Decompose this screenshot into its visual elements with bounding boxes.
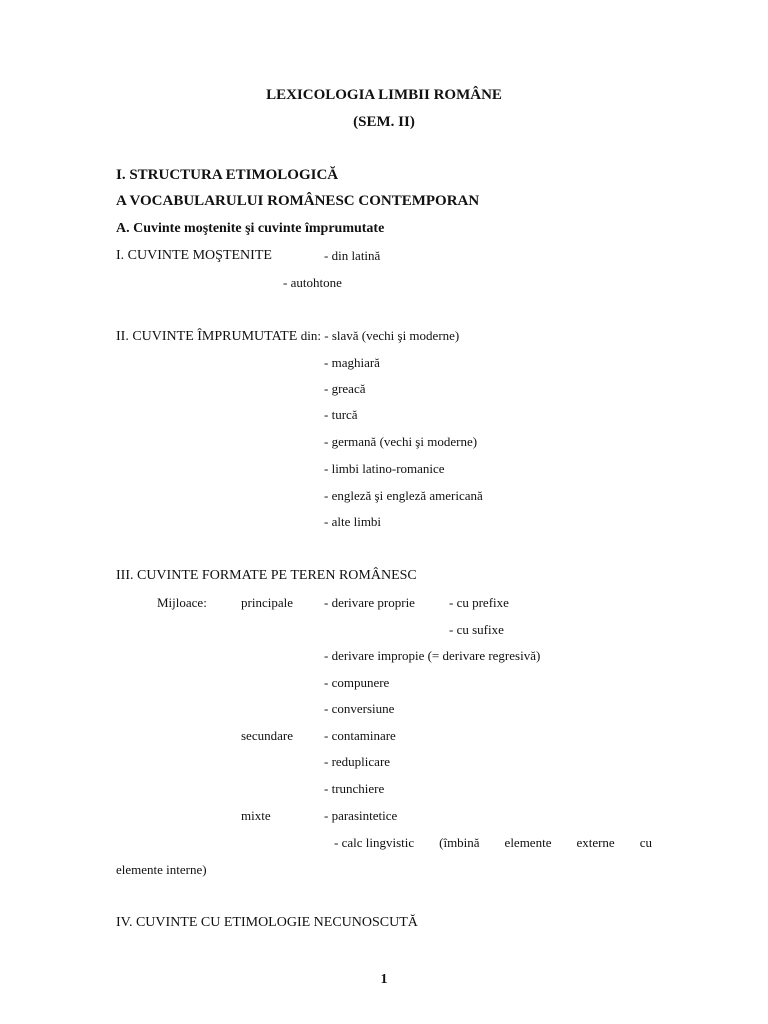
calc-word: - calc lingvistic xyxy=(334,835,415,850)
section-2-title: II. CUVINTE ÎMPRUMUTATE xyxy=(116,329,298,344)
list-item: - greacă xyxy=(324,381,366,396)
secundare-label: secundare xyxy=(241,728,293,743)
calc-word: elemente xyxy=(504,835,552,850)
section-4-label: IV. CUVINTE CU ETIMOLOGIE NECUNOSCUTĂ xyxy=(116,915,418,930)
list-item: - autohtone xyxy=(283,275,342,290)
list-item: - maghiară xyxy=(324,355,380,370)
list-item: - conversiune xyxy=(324,701,395,716)
document-subtitle: (SEM. II) xyxy=(353,114,415,130)
mijloace-label: Mijloace: xyxy=(157,595,207,610)
list-item: - cu sufixe xyxy=(449,622,504,637)
list-item: - compunere xyxy=(324,675,390,690)
list-item: - trunchiere xyxy=(324,781,385,796)
section-2-label xyxy=(116,327,459,345)
chapter-heading-cont: A VOCABULARULUI ROMÂNESC CONTEMPORAN xyxy=(116,193,480,209)
mixte-label: mixte xyxy=(241,808,271,823)
section-3-label: III. CUVINTE FORMATE PE TEREN ROMÂNESC xyxy=(116,568,417,583)
section-2-prefix: din: - slavă (vechi şi moderne) xyxy=(300,328,460,343)
calc-word: externe xyxy=(576,835,615,850)
section-heading: A. Cuvinte moştenite şi cuvinte împrumutate xyxy=(116,221,385,236)
document-title: LEXICOLOGIA LIMBII ROMÂNE xyxy=(266,87,502,103)
list-item: - din latină xyxy=(324,248,381,263)
list-item: - germană (vechi şi moderne) xyxy=(324,434,478,449)
list-item: - engleză şi engleză americană xyxy=(324,488,483,503)
calc-word: (îmbină xyxy=(439,835,480,850)
list-item: - reduplicare xyxy=(324,754,391,769)
section-1-label: I. CUVINTE MOŞTENITE xyxy=(116,248,272,263)
list-item: - cu prefixe xyxy=(449,595,509,610)
principale-label: principale xyxy=(241,595,293,610)
list-item: - contaminare xyxy=(324,728,396,743)
calc-line xyxy=(334,835,652,851)
list-item: - parasintetice xyxy=(324,808,398,823)
list-item: - alte limbi xyxy=(324,514,382,529)
list-item: - turcă xyxy=(324,407,358,422)
list-item: - derivare proprie xyxy=(324,595,415,610)
list-item: - limbi latino-romanice xyxy=(324,461,445,476)
calc-continuation: elemente interne) xyxy=(116,862,207,877)
list-item: - derivare impropie (= derivare regresivă) xyxy=(324,648,541,663)
page-number: 1 xyxy=(380,972,388,987)
calc-word: cu xyxy=(639,835,652,850)
chapter-heading: I. STRUCTURA ETIMOLOGICĂ xyxy=(116,167,339,183)
